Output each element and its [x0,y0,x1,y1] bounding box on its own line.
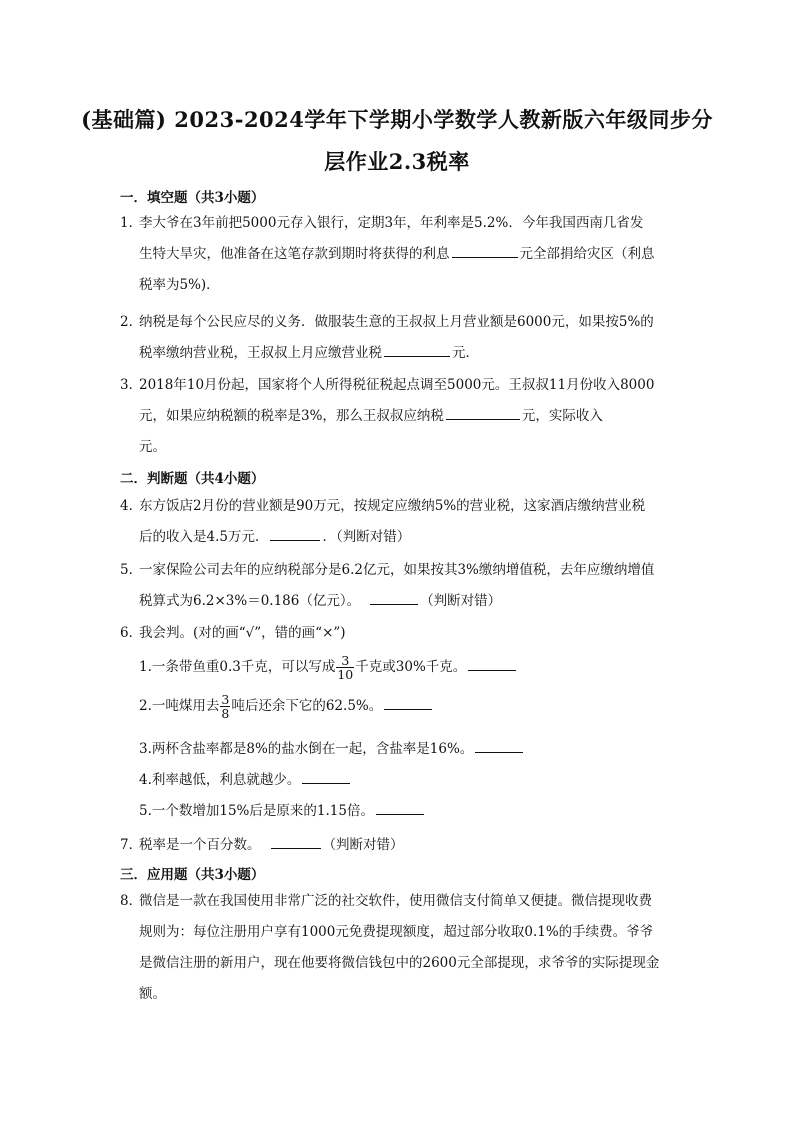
answer-blank[interactable] [452,256,518,258]
question-5: 5． 一家保险公司去年的应纳税部分是6.2亿元，如果按其3%缴纳增值税，去年应缴纳增值 税算式为6.2×3%＝0.186（亿元）。 （判断对错） [120,562,655,609]
answer-blank[interactable] [384,355,450,357]
section-true-false: 二．判断题（共4小题） [120,471,265,487]
question-number: 1． [120,215,143,231]
answer-blank[interactable] [446,418,520,420]
question-2: 2． 纳税是每个公民应尽的义务．做服装生意的王叔叔上月营业额是6000元，如果按5%的 税率缴纳营业税，王叔叔上月应缴营业税 元． [120,314,654,361]
fraction: $\frac{3}{10}$ [337,653,354,682]
fraction: $\frac{3}{8}$ [221,692,230,721]
answer-blank[interactable] [376,813,424,815]
answer-blank[interactable] [270,539,320,541]
question-3: 3． 2018年10月份起，国家将个人所得税征税起点调至5000元。王叔叔11月份收入8000 元，如果应纳税额的税率是3%，那么王叔叔应纳税 元，实际收入 元。 [120,377,655,455]
title-line-1: (基础篇) 2023-2024学年下学期小学数学人教新版六年级同步分 [81,107,713,132]
question-6-item-2: 2.一吨煤用去 $\frac{3}{8}$ 吨后还余下它的62.5%。 [139,693,434,720]
question-4: 4． 东方饭店2月份的营业额是90万元，按规定应缴纳5%的营业税，这家酒店缴纳营业税 后的收入是4.5万元． ．（判断对错） [120,498,646,545]
question-1: 1． 李大爷在3年前把5000元存入银行，定期3年，年利率是5.2%．今年我国西南几省发 生特大旱灾，他准备在这笔存款到期时将获得的利息 元全部捐给灾区（利息 税率为5%)． [120,208,675,239]
section-fill-in: 一．填空题（共3小题） [120,190,265,206]
answer-blank[interactable] [302,782,350,784]
answer-blank[interactable] [475,751,523,753]
question-6-item-3: 3.两杯含盐率都是8%的盐水倒在一起，含盐率是16%。 [139,737,525,757]
section-application: 三．应用题（共3小题） [120,867,265,883]
answer-blank[interactable] [271,847,321,849]
answer-blank[interactable] [384,708,432,710]
question-7: 7． 税率是一个百分数。 （判断对错） [120,837,404,853]
question-6-item-4: 4.利率越低，利息就越少。 [139,768,352,788]
question-6: 6． 我会判。(对的画“√”，错的画“×”) [120,625,346,641]
question-6-item-5: 5.一个数增加15%后是原来的1.15倍。 [139,799,426,819]
answer-blank[interactable] [370,603,418,605]
question-8: 8． 微信是一款在我国使用非常广泛的社交软件，使用微信支付简单又便捷。微信提现收费 规则为：每位注册用户享有1000元免费提现额度，超过部分收取0.1%的手续费。爷爷 是微信注册的新用户，现在他要将微信钱包中的2600元全部提现，求爷爷的实际提现金 额。 [120,893,660,1002]
question-6-item-1: 1.一条带鱼重0.3千克，可以写成 $\frac{3}{10}$ 千克或30%千克。 [139,654,518,681]
answer-blank[interactable] [468,669,516,671]
title-line-2: 层作业2.3税率 [324,149,470,174]
